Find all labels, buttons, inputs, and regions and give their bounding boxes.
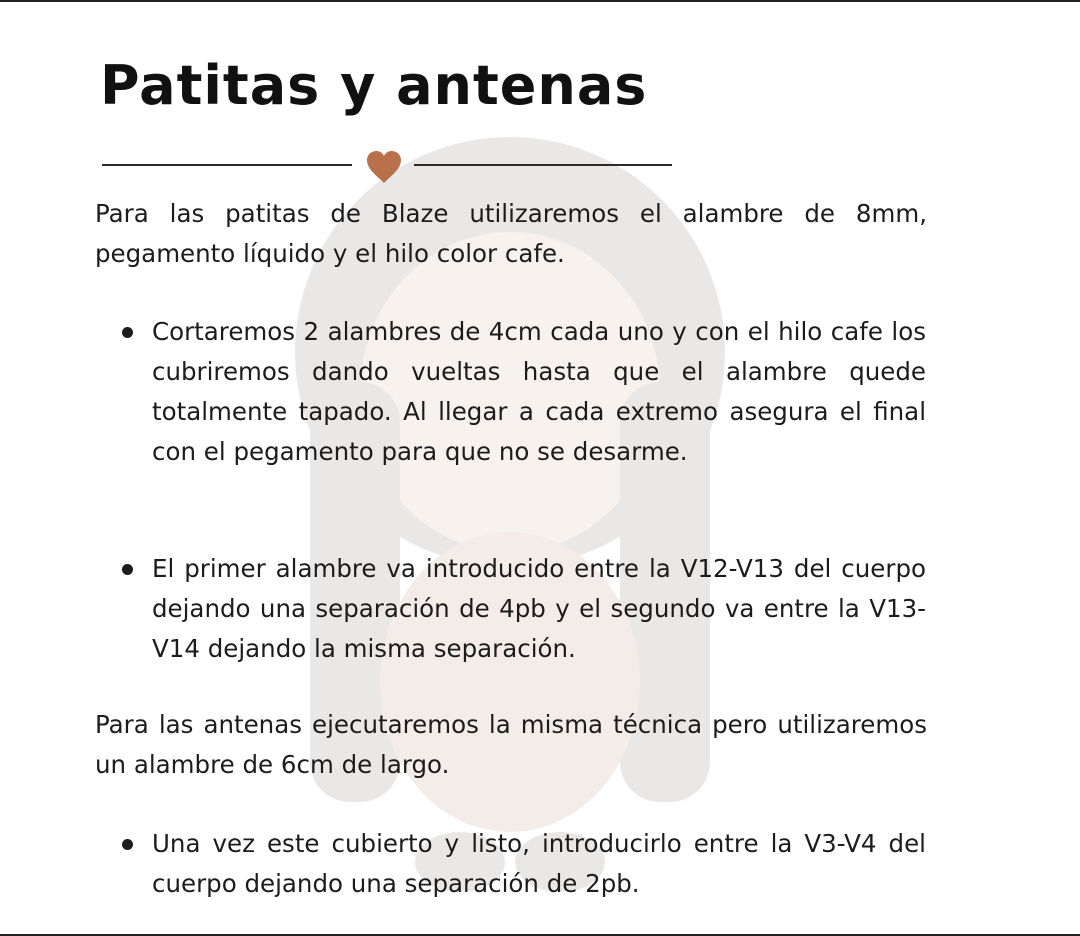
list-item-text: Una vez este cubierto y listo, introducirlo entre la V3-V4 del cuerpo dejando una separación de 2pb. — [152, 829, 926, 898]
list-item-text: Cortaremos 2 alambres de 4cm cada uno y con el hilo cafe los cubriremos dando vueltas hasta que el alambre quede totalmente tapado. Al llegar a cada extremo asegura el final con el pegamento para que no se desarme. — [152, 317, 926, 466]
bullet-dot-icon — [122, 839, 133, 850]
list-item-text: El primer alambre va introducido entre la V12-V13 del cuerpo dejando una separación de 4pb y el segundo va entre la V13-V14 dejando la misma separación. — [152, 554, 926, 663]
bullet-dot-icon — [122, 564, 133, 575]
title-divider — [102, 150, 672, 186]
page-title: Patitas y antenas — [100, 54, 648, 117]
divider-line-left — [102, 164, 352, 166]
legs-intro-paragraph: Para las patitas de Blaze utilizaremos el alambre de 8mm, pegamento líquido y el hilo color cafe. — [95, 199, 927, 268]
divider-line-right — [414, 164, 672, 166]
bullet-dot-icon — [122, 327, 133, 338]
antennas-intro-paragraph: Para las antenas ejecutaremos la misma técnica pero utilizaremos un alambre de 6cm de largo. — [95, 710, 927, 779]
heart-icon — [366, 150, 402, 184]
